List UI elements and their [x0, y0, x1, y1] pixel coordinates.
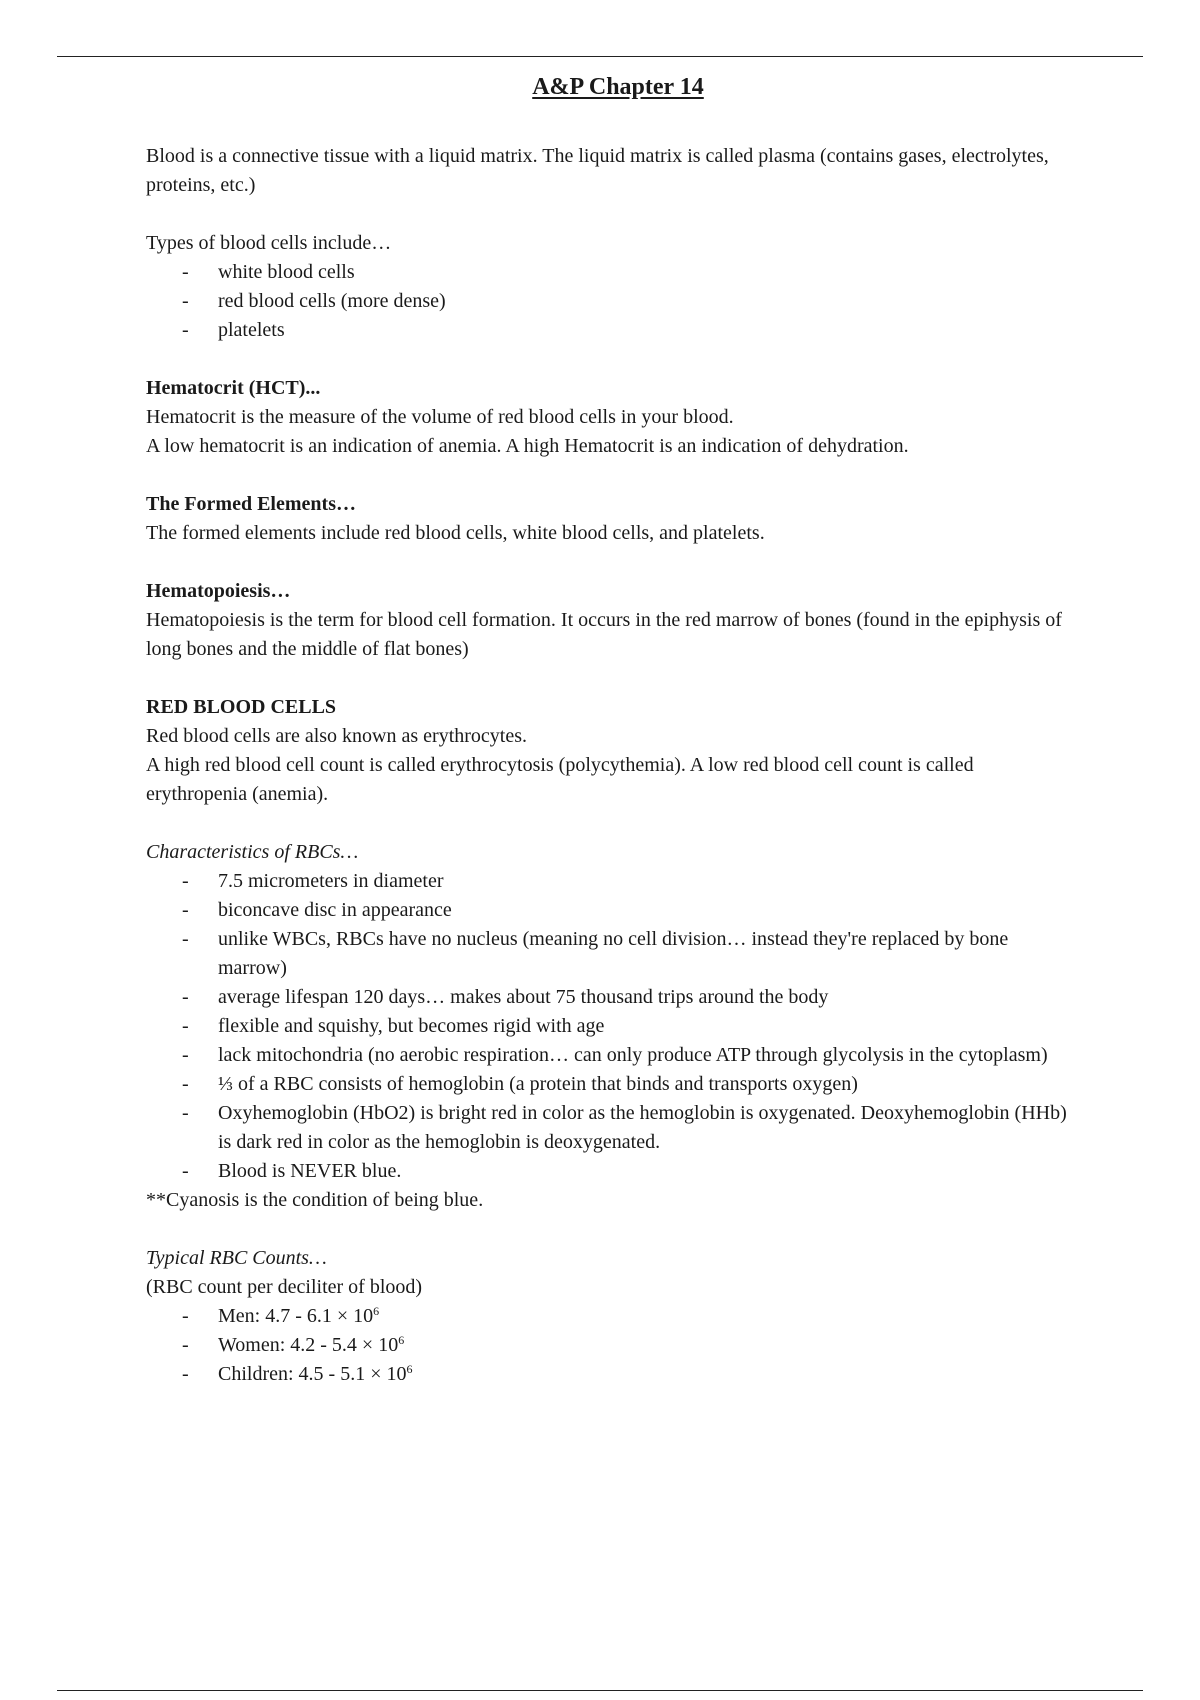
count-text: Children: 4.5 - 5.1 × 10: [218, 1363, 407, 1385]
page-title: A&P Chapter 14: [532, 74, 704, 100]
counts-heading: Typical RBC Counts…: [146, 1247, 327, 1269]
count-exponent: 6: [398, 1333, 405, 1347]
count-exponent: 6: [373, 1304, 380, 1318]
characteristics-heading: Characteristics of RBCs…: [146, 841, 359, 863]
list-item: - Blood is NEVER blue.: [218, 1157, 1076, 1186]
rbc-line-1: Red blood cells are also known as erythrocytes.: [146, 725, 528, 747]
list-item: - average lifespan 120 days… makes about 75 thousand trips around the body: [218, 983, 1076, 1012]
list-item: - Oxyhemoglobin (HbO2) is bright red in color as the hemoglobin is oxygenated. Deoxyhemoglobin (HHb) is dark red in color as the hemoglobin is deoxygenated.: [218, 1099, 1076, 1157]
list-item: - unlike WBCs, RBCs have no nucleus (meaning no cell division… instead they're replaced by bone marrow): [218, 925, 1076, 983]
formed-elements-heading: The Formed Elements…: [146, 493, 356, 515]
top-rule: [57, 56, 1143, 57]
counts-subheading: (RBC count per deciliter of blood): [146, 1276, 423, 1298]
count-text: Men: 4.7 - 6.1 × 10: [218, 1305, 374, 1327]
formed-elements-text: The formed elements include red blood cells, white blood cells, and platelets.: [146, 522, 765, 544]
types-list: [146, 258, 1076, 345]
list-item: - flexible and squishy, but becomes rigid with age: [218, 1012, 1076, 1041]
hematocrit-heading: Hematocrit (HCT)...: [146, 377, 321, 399]
intro-paragraph: Blood is a connective tissue with a liquid matrix. The liquid matrix is called plasma (contains gases, electrolytes, proteins, etc.): [146, 145, 1049, 196]
list-item: - red blood cells (more dense): [218, 287, 1076, 316]
list-item: - ⅓ of a RBC consists of hemoglobin (a protein that binds and transports oxygen): [218, 1070, 1076, 1099]
list-item: - lack mitochondria (no aerobic respiration… can only produce ATP through glycolysis in the cytoplasm): [218, 1041, 1076, 1070]
hematopoiesis-text: Hematopoiesis is the term for blood cell formation. It occurs in the red marrow of bones (found in the epiphysis of long bones and the middle of flat bones): [146, 609, 1062, 660]
hematocrit-line-2: A low hematocrit is an indication of anemia. A high Hematocrit is an indication of dehydration.: [146, 435, 909, 457]
list-item: [218, 1302, 1076, 1331]
list-item: - 7.5 micrometers in diameter: [218, 867, 1076, 896]
list-item: [218, 1360, 1076, 1389]
document-body: [146, 142, 1076, 1389]
hematocrit-line-1: Hematocrit is the measure of the volume of red blood cells in your blood.: [146, 406, 734, 428]
list-item: - biconcave disc in appearance: [218, 896, 1076, 925]
rbc-line-2: A high red blood cell count is called erythrocytosis (polycythemia). A low red blood cell count is called erythropenia (anemia).: [146, 754, 974, 805]
characteristics-list: [146, 867, 1076, 1186]
types-lead: Types of blood cells include…: [146, 232, 392, 254]
rbc-heading: RED BLOOD CELLS: [146, 696, 337, 718]
list-item: - platelets: [218, 316, 1076, 345]
count-text: Women: 4.2 - 5.4 × 10: [218, 1334, 399, 1356]
list-item: - white blood cells: [218, 258, 1076, 287]
hematopoiesis-heading: Hematopoiesis…: [146, 580, 291, 602]
counts-list: [146, 1302, 1076, 1389]
count-exponent: 6: [406, 1362, 413, 1376]
list-item: [218, 1331, 1076, 1360]
cyanosis-note: **Cyanosis is the condition of being blue.: [146, 1189, 484, 1211]
bottom-rule: [57, 1690, 1143, 1691]
